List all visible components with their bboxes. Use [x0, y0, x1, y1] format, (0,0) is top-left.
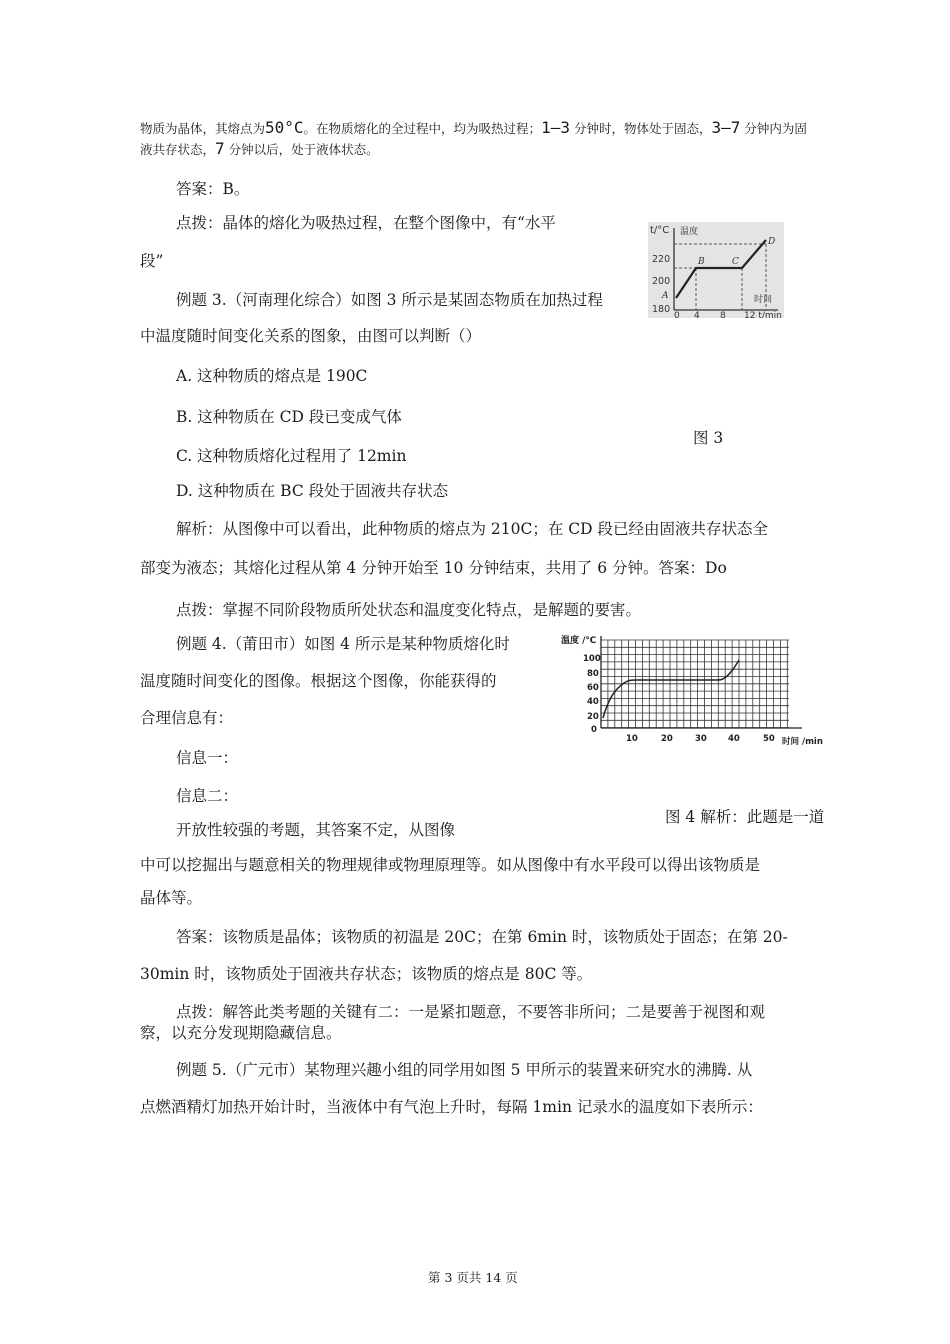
y-tick: 80	[587, 669, 599, 679]
page-footer: 第 3 页共 14 页	[428, 1270, 518, 1285]
y-tick: 200	[652, 276, 671, 287]
y-title: 温度	[680, 227, 699, 237]
hint-4-line-2: 察，以充分发现期隐藏信息。	[140, 1024, 342, 1042]
text-segment: 物质为晶体，其熔点为	[140, 121, 266, 136]
point-label: A	[662, 291, 669, 301]
hint-1-cont: 段”	[140, 252, 164, 270]
y-tick: 20	[587, 712, 599, 722]
text-segment: 分钟内为固	[740, 121, 807, 136]
info-2: 信息二：	[176, 787, 239, 805]
open-line-2: 中可以挖掘出与题意相关的物理规律或物理原理等。如从图像中有水平段可以得出该物质是	[140, 856, 761, 874]
range-value: 1—3	[541, 118, 570, 137]
point-label: D	[768, 237, 776, 247]
info-1: 信息一：	[176, 749, 239, 767]
x-tick: 50	[763, 734, 775, 744]
figure-3	[648, 222, 784, 318]
y-tick: 100	[583, 654, 601, 664]
example-4-line-3: 合理信息有：	[140, 709, 234, 727]
point-label: B	[698, 257, 705, 267]
example-5-line-1: 例题 5.（广元市）某物理兴趣小组的同学用如图 5 甲所示的装置来研究水的沸腾. 从	[176, 1061, 753, 1079]
figure-4	[556, 630, 856, 750]
melting-point-value: 50°C	[265, 118, 304, 137]
hint-4-line-1: 点拨：解答此类考题的关键有二：一是紧扣题意，不要答非所问；二是要善于视图和观	[176, 1003, 766, 1021]
open-line-1: 开放性较强的考题，其答案不定，从图像	[176, 821, 456, 839]
x-tick: 10	[626, 734, 638, 744]
hint-1: 点拨：晶体的熔化为吸热过程，在整个图像中，有“水平	[176, 214, 556, 232]
x-tick: 30	[695, 734, 707, 744]
y-tick: 180	[652, 304, 671, 315]
example-3-line-2: 中温度随时间变化关系的图象，由图可以判断（）	[140, 327, 482, 345]
example-3-line-1: 例题 3.（河南理化综合）如图 3 所示是某固态物质在加热过程	[176, 291, 603, 309]
option-a: A. 这种物质的熔点是 190C	[176, 367, 368, 385]
example-5-line-2: 点燃酒精灯加热开始计时，当液体中有气泡上升时，每隔 1min 记录水的温度如下表所示：	[140, 1098, 763, 1116]
x-tick: 40	[728, 734, 740, 744]
figure-4-caption: 图 4 解析：此题是一道	[665, 808, 825, 826]
open-line-3: 晶体等。	[140, 889, 203, 907]
hint-3: 点拨：掌握不同阶段物质所处状态和温度变化特点，是解题的要害。	[176, 601, 642, 619]
grid	[601, 640, 789, 728]
intro-line-1	[140, 118, 807, 137]
figure-3-caption: 图 3	[693, 429, 724, 447]
answer-4-line-1: 答案：该物质是晶体；该物质的初温是 20C；在第 6min 时，该物质处于固态；在第 20-	[176, 928, 788, 946]
example-4-line-1: 例题 4.（莆田市）如图 4 所示是某种物质熔化时	[176, 635, 510, 653]
figure-3-graph	[648, 222, 784, 318]
x-tick: 0	[674, 311, 680, 318]
intro-line-2	[140, 139, 379, 158]
y-label: t/°C	[650, 225, 670, 236]
x-tick: 4	[694, 311, 700, 318]
minute-value: 7	[215, 139, 225, 158]
example-4-line-2: 温度随时间变化的图像。根据这个图像，你能获得的	[140, 672, 497, 690]
text-segment: 分钟以后，处于液体状态。	[224, 142, 379, 157]
range-value: 3–7	[711, 118, 741, 137]
option-b: B. 这种物质在 CD 段已变成气体	[176, 408, 402, 426]
option-c: C. 这种物质熔化过程用了 12min	[176, 447, 407, 465]
x-title: 时间	[754, 295, 773, 305]
x-tick: 20	[661, 734, 673, 744]
answer-4-line-2: 30min 时，该物质处于固液共存状态；该物质的熔点是 80C 等。	[140, 965, 593, 983]
analysis-3-line-1: 解析：从图像中可以看出，此种物质的熔点为 210C；在 CD 段已经由固液共存状态全	[176, 520, 769, 538]
text-segment: 液共存状态，	[140, 142, 216, 157]
y-tick: 0	[591, 725, 597, 735]
y-tick: 60	[587, 683, 599, 693]
analysis-3-line-2: 部变为液态；其熔化过程从第 4 分钟开始至 10 分钟结束，共用了 6 分钟。答案：Do	[140, 559, 727, 577]
y-axis-label: 温度 /℃	[561, 636, 597, 646]
x-unit: 12 t/min	[744, 311, 782, 318]
text-segment: 分钟时，物体处于固态，	[569, 121, 712, 136]
x-tick: 8	[720, 311, 726, 318]
point-label: C	[732, 257, 739, 267]
option-d: D. 这种物质在 BC 段处于固液共存状态	[176, 482, 449, 500]
x-axis-label: 时间 /min	[782, 737, 823, 747]
y-tick: 220	[652, 254, 671, 265]
answer-1: 答案：B。	[176, 180, 250, 198]
y-tick: 40	[587, 697, 599, 707]
text-segment: 。在物质熔化的全过程中，均为吸热过程；	[303, 121, 542, 136]
figure-4-graph	[556, 630, 856, 750]
